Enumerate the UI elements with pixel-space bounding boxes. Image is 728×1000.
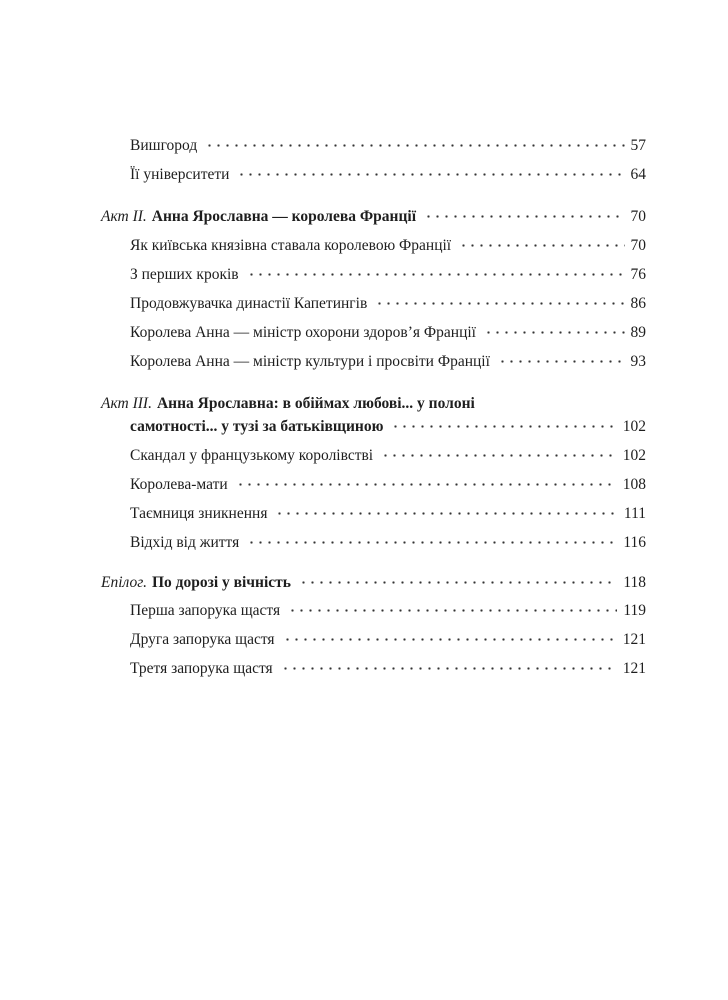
toc-page-number: 64 bbox=[630, 166, 646, 183]
toc-page-number: 111 bbox=[623, 505, 646, 522]
toc-entry-title: Королева Анна — міністр культури і просвіти Франції bbox=[130, 353, 490, 370]
toc-entry[interactable] bbox=[101, 505, 646, 523]
toc-section-act-2[interactable] bbox=[101, 208, 646, 226]
dot-leader bbox=[275, 512, 617, 515]
toc-page-number: 86 bbox=[630, 295, 646, 312]
toc-entry-title: Королева Анна — міністр охорони здоров’я Франції bbox=[130, 324, 476, 341]
dot-leader bbox=[375, 302, 624, 305]
toc-page-number: 102 bbox=[622, 447, 646, 464]
dot-leader bbox=[381, 454, 617, 457]
section-prefix: Акт ІІІ. bbox=[101, 395, 152, 412]
dot-leader bbox=[247, 273, 625, 276]
toc-entry[interactable] bbox=[101, 295, 646, 313]
toc-entry-title: Друга запорука щастя bbox=[130, 631, 275, 648]
toc-entry[interactable] bbox=[101, 324, 646, 342]
toc-entry[interactable] bbox=[101, 237, 646, 255]
toc-page-number: 70 bbox=[630, 237, 646, 254]
toc-entry-title: Продовжувачка династії Капетингів bbox=[130, 295, 368, 312]
section-title-line-1: Анна Ярославна: в обіймах любові... у полоні bbox=[156, 395, 475, 412]
toc-page-number: 121 bbox=[622, 660, 646, 677]
toc-entry[interactable] bbox=[101, 353, 646, 371]
toc-page-number: 93 bbox=[630, 353, 646, 370]
toc-page-number: 118 bbox=[623, 574, 646, 591]
toc-section-act-3[interactable] bbox=[101, 395, 475, 413]
dot-leader bbox=[283, 638, 617, 641]
toc-entry[interactable] bbox=[101, 447, 646, 465]
toc-section-act-3-continued[interactable] bbox=[101, 418, 646, 436]
toc-page-number: 76 bbox=[630, 266, 646, 283]
dot-leader bbox=[391, 425, 616, 428]
toc-entry-title: Її університети bbox=[130, 166, 230, 183]
toc-entry-title: Скандал у французькому королівстві bbox=[130, 447, 374, 464]
toc-entry[interactable] bbox=[101, 266, 646, 284]
section-prefix: Епілог. bbox=[101, 574, 147, 591]
toc-page-number: 116 bbox=[623, 534, 646, 551]
dot-leader bbox=[424, 215, 624, 218]
dot-leader bbox=[236, 483, 617, 486]
toc-page-number: 70 bbox=[630, 208, 646, 225]
toc-entry[interactable] bbox=[101, 476, 646, 494]
dot-leader bbox=[459, 244, 624, 247]
toc-page-number: 57 bbox=[630, 137, 646, 154]
toc-entry[interactable] bbox=[101, 660, 646, 678]
dot-leader bbox=[484, 331, 625, 334]
toc-entry[interactable] bbox=[101, 534, 646, 552]
dot-leader bbox=[288, 609, 617, 612]
section-heading bbox=[101, 208, 416, 226]
toc-page-number: 108 bbox=[622, 476, 646, 493]
toc-entry-title: З перших кроків bbox=[130, 266, 239, 283]
section-title: По дорозі у вічність bbox=[151, 574, 291, 591]
toc-entry[interactable] bbox=[101, 631, 646, 649]
section-title: Анна Ярославна — королева Франції bbox=[151, 208, 417, 225]
dot-leader bbox=[281, 667, 617, 670]
toc-entry[interactable] bbox=[101, 602, 646, 620]
toc-page-number: 89 bbox=[630, 324, 646, 341]
toc-section-epilogue[interactable] bbox=[101, 574, 646, 592]
toc-entry-title: Королева-мати bbox=[130, 476, 228, 493]
toc-page-number: 119 bbox=[623, 602, 646, 619]
toc-entry[interactable] bbox=[101, 166, 646, 184]
toc-entry[interactable] bbox=[101, 137, 646, 155]
toc-entry-title: Перша запорука щастя bbox=[130, 602, 281, 619]
dot-leader bbox=[237, 173, 624, 176]
toc-page-number: 121 bbox=[622, 631, 646, 648]
dot-leader bbox=[498, 360, 625, 363]
toc-entry-title: Вишгород bbox=[130, 137, 198, 154]
toc-entry-title: Таємниця зникнення bbox=[130, 505, 268, 522]
toc-page-number: 102 bbox=[622, 418, 646, 435]
section-heading bbox=[101, 574, 291, 592]
dot-leader bbox=[299, 581, 617, 584]
dot-leader bbox=[205, 144, 624, 147]
toc-entry-title: Як київська князівна ставала королевою Франції bbox=[130, 237, 452, 254]
dot-leader bbox=[247, 541, 617, 544]
toc-entry-title: Відхід від життя bbox=[130, 534, 240, 551]
section-title-line-2: самотності... у тузі за батьківщиною bbox=[130, 418, 384, 435]
section-prefix: Акт ІІ. bbox=[101, 208, 147, 225]
toc-entry-title: Третя запорука щастя bbox=[130, 660, 273, 677]
